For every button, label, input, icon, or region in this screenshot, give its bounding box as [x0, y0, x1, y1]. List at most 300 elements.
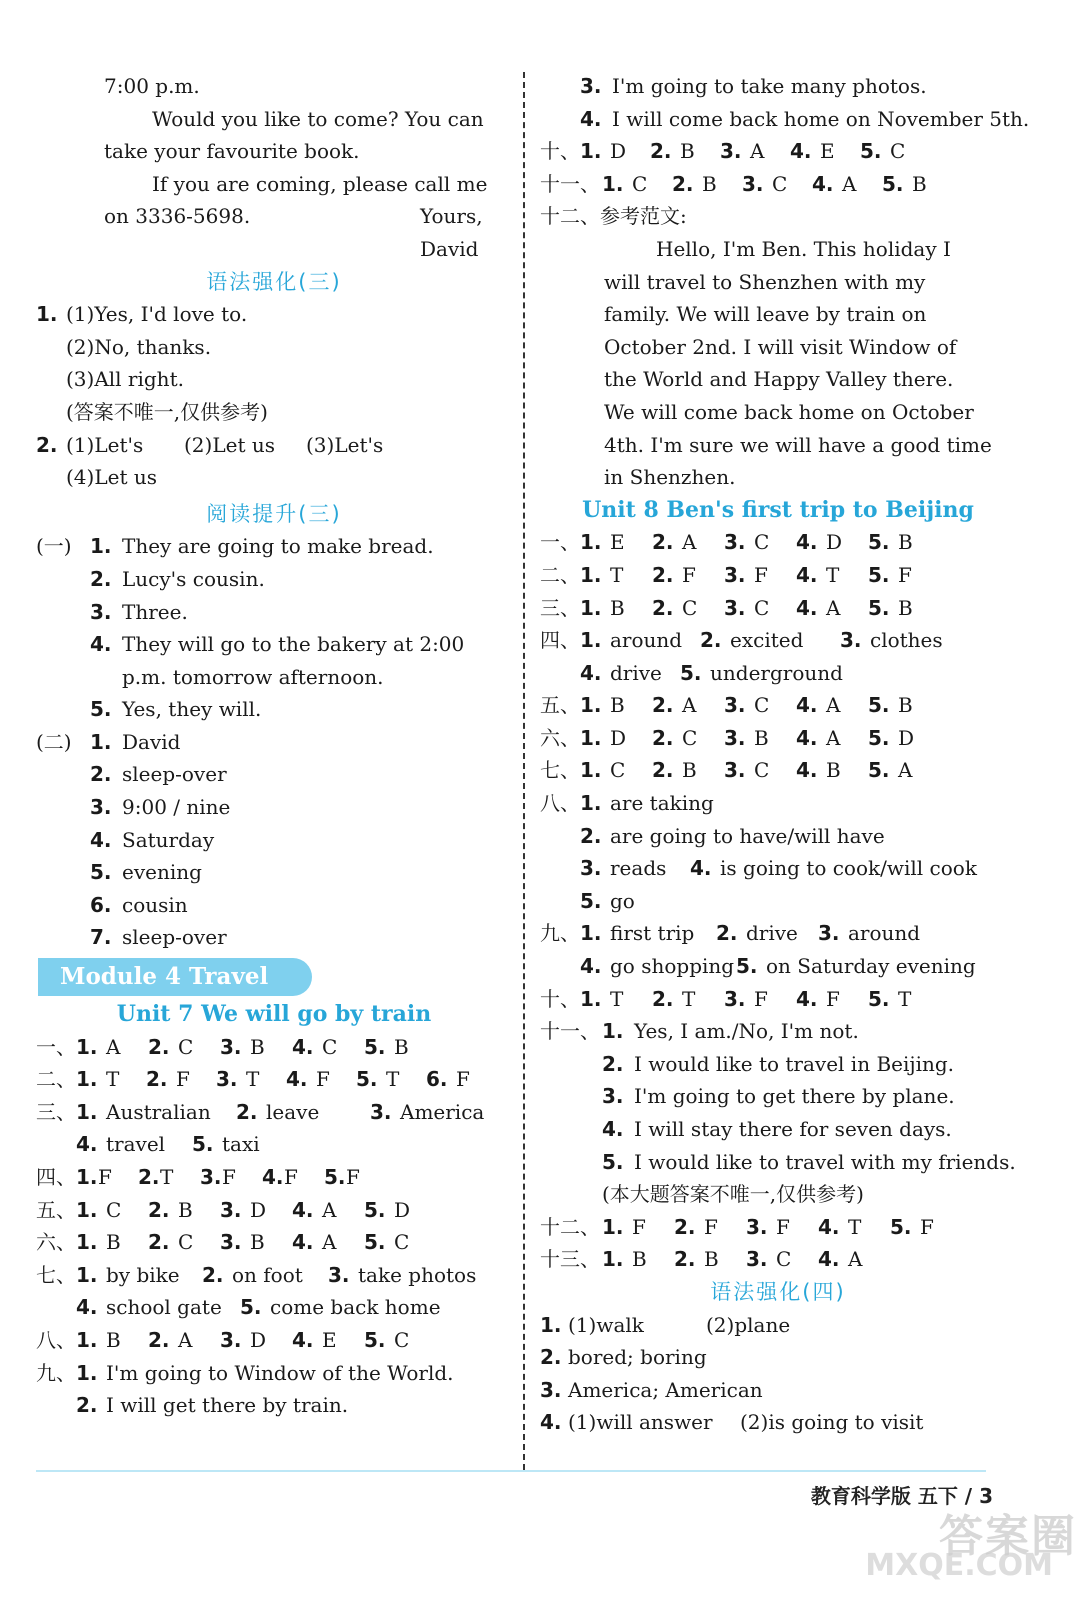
item-answer: C: [772, 171, 788, 196]
item-answer: B: [898, 693, 913, 718]
item-answer: I will get there by train.: [106, 1393, 349, 1418]
item-answer: A: [898, 758, 913, 783]
letter-line: on 3336-5698. Yours,: [104, 204, 483, 229]
item-answer: around: [610, 628, 683, 653]
item-answer: B: [106, 1230, 121, 1255]
item-number: 2.: [202, 1262, 224, 1287]
item-answer: C: [754, 693, 770, 718]
item-answer: C: [106, 1197, 122, 1222]
item-answer: T: [610, 562, 624, 587]
item-number: 3.: [724, 725, 746, 750]
question-label: 十二、: [540, 1214, 600, 1239]
question-label: 三、: [540, 595, 580, 620]
answer-line: 7. sleep-over: [90, 925, 227, 950]
item-number: 4.: [76, 1295, 98, 1320]
question-label: 三、: [36, 1099, 76, 1124]
item-number: 2.: [652, 693, 674, 718]
question-label: 一、: [36, 1034, 76, 1059]
item-answer: C: [890, 139, 906, 164]
item-number: 1.: [76, 1327, 98, 1352]
answer-row: [540, 852, 1016, 885]
item-answer: A: [322, 1197, 337, 1222]
answer-row: [540, 1211, 1016, 1244]
answer-row: [36, 1031, 512, 1064]
item-number: 1.: [602, 1214, 624, 1239]
item-answer: are taking: [610, 791, 714, 816]
answer-row: [36, 1324, 512, 1357]
item-answer: A: [826, 725, 841, 750]
item-answer: C: [394, 1230, 410, 1255]
answer-row: [540, 135, 1016, 168]
item-number: 2.: [652, 562, 674, 587]
item-number: 4.: [286, 1067, 308, 1092]
item-number: 2.: [652, 758, 674, 783]
item-number: 5.: [868, 725, 890, 750]
item-number: 3.: [328, 1262, 350, 1287]
item-answer: B: [912, 171, 927, 196]
answer-row: [36, 1096, 512, 1129]
answer-row: [540, 983, 1016, 1016]
item-number: 3.: [720, 139, 742, 164]
item-answer: F: [898, 562, 912, 587]
item-answer: B: [680, 139, 695, 164]
item-number: 2.: [76, 1393, 98, 1418]
item-answer: A: [178, 1327, 193, 1352]
item-number: 2.: [700, 628, 722, 653]
item-number: 4.: [580, 660, 602, 685]
answer-line: 1. (1)walk (2)plane: [540, 1312, 791, 1337]
question-label: 五、: [540, 693, 580, 718]
item-answer: C: [682, 595, 698, 620]
essay-line: 4th. I'm sure we will have a good time: [604, 432, 992, 457]
item-number: 2.: [674, 1247, 696, 1272]
item-answer: T: [106, 1067, 120, 1092]
question-label: 八、: [540, 791, 580, 816]
item-number: 5.: [192, 1132, 214, 1157]
item-answer: T: [826, 562, 840, 587]
item-number: 4.: [818, 1247, 840, 1272]
item-answer: America: [400, 1099, 485, 1124]
answer-line: 6. cousin: [90, 892, 188, 917]
item-answer: B: [250, 1230, 265, 1255]
item-answer: E: [322, 1327, 337, 1352]
question-label: 八、: [36, 1327, 76, 1352]
item-answer: on foot: [232, 1262, 303, 1287]
answer-line: 2. bored; boring: [540, 1345, 707, 1370]
publisher-label: 教育科学版 五下: [810, 1484, 958, 1508]
item-number: 5.: [868, 595, 890, 620]
item-answer: Australian: [106, 1099, 211, 1124]
essay-line: will travel to Shenzhen with my: [604, 269, 926, 294]
item-number: 5.: [868, 562, 890, 587]
question-label: 四、: [540, 628, 580, 653]
item-answer: underground: [710, 660, 843, 685]
column-divider: [523, 72, 525, 1470]
item-number: 3.: [724, 595, 746, 620]
watermark-url: MXQE.COM: [865, 1548, 1053, 1583]
answer-row: [540, 559, 1016, 592]
item-number: 3.: [746, 1247, 768, 1272]
answer-row: [540, 917, 1016, 950]
item-answer: excited: [730, 628, 804, 653]
item-number: 3.: [220, 1327, 242, 1352]
answer-row: [36, 1161, 512, 1194]
item-number: 1.: [580, 562, 602, 587]
item-answer: A: [682, 530, 697, 555]
question-label: 四、: [36, 1165, 76, 1189]
item-answer: B: [898, 595, 913, 620]
item-answer: F: [920, 1214, 934, 1239]
left-column: [36, 70, 512, 1422]
item-number: 5.: [364, 1034, 386, 1059]
item-answer: around: [848, 921, 921, 946]
answer-row: [540, 657, 1016, 690]
item-number: 4.: [76, 1132, 98, 1157]
item-answer: T: [386, 1067, 400, 1092]
item-answer: A: [842, 171, 857, 196]
item-answer: A: [682, 693, 697, 718]
answer-row: [36, 1226, 512, 1259]
answer-line: 3. I'm going to get there by plane.: [602, 1084, 955, 1109]
answer-note: (本大题答案不唯一,仅供参考): [602, 1182, 864, 1207]
item-number: 1.: [76, 1360, 98, 1385]
item-answer: C: [754, 595, 770, 620]
item-answer: T: [898, 986, 912, 1011]
item-number: 1.: [580, 595, 602, 620]
unit-8-title: Unit 8 Ben's first trip to Beijing: [582, 496, 974, 523]
item-number: 5.: [890, 1214, 912, 1239]
answer-line: p.m. tomorrow afternoon.: [122, 664, 384, 689]
item-number: 3.: [724, 758, 746, 783]
item-answer: B: [610, 595, 625, 620]
answer-line: (4)Let us: [66, 465, 157, 490]
item-answer: taxi: [222, 1132, 260, 1157]
letter-line: take your favourite book.: [104, 139, 360, 164]
item-number: 3.: [220, 1230, 242, 1255]
item-number: 4.: [790, 139, 812, 164]
item-number: 3.: [370, 1099, 392, 1124]
item-answer: B: [702, 171, 717, 196]
item-number: 5.: [868, 986, 890, 1011]
item-number: 1.: [76, 1067, 98, 1092]
letter-line: 7:00 p.m.: [104, 74, 200, 98]
answer-line: 3. Three.: [90, 599, 188, 624]
item-number: 1.: [76, 1165, 98, 1189]
item-number: 2.: [652, 725, 674, 750]
answer-line: 5. I would like to travel with my friends.: [602, 1149, 1016, 1174]
item-answer: D: [394, 1197, 411, 1222]
answer-line: 4. I will come back home on November 5th.: [580, 106, 1030, 131]
question-label: 十三、: [540, 1247, 600, 1272]
item-number: 4.: [292, 1034, 314, 1059]
item-answer: B: [826, 758, 841, 783]
item-answer: B: [754, 725, 769, 750]
item-number: 4.: [292, 1230, 314, 1255]
answer-row: [540, 592, 1016, 625]
letter-line: Would you like to come? You can: [152, 106, 484, 131]
item-answer: leave: [266, 1099, 320, 1124]
item-number: 1.: [602, 1247, 624, 1272]
item-number: 1.: [580, 791, 602, 816]
item-number: 1.: [580, 693, 602, 718]
answer-line: 2. I would like to travel in Beijing.: [602, 1051, 955, 1076]
item-answer: D: [250, 1327, 267, 1352]
question-label: 二、: [540, 562, 580, 587]
item-number: 5.: [860, 139, 882, 164]
item-answer: T: [610, 986, 624, 1011]
answer-row: [540, 689, 1016, 722]
item-answer: F: [632, 1214, 646, 1239]
item-answer: F: [98, 1165, 112, 1189]
item-number: 3.: [742, 171, 764, 196]
item-number: 5.: [680, 660, 702, 685]
item-answer: go shopping: [610, 954, 735, 979]
item-answer: first trip: [610, 921, 695, 946]
item-answer: T: [246, 1067, 260, 1092]
question-label: 一、: [540, 530, 580, 555]
item-number: 5.: [364, 1327, 386, 1352]
right-column: [540, 70, 1030, 1439]
item-number: 1.: [580, 139, 602, 164]
item-number: 3.: [580, 856, 602, 881]
item-number: 3.: [216, 1067, 238, 1092]
question-label: 六、: [36, 1230, 76, 1255]
item-answer: come back home: [270, 1295, 441, 1320]
item-answer: is going to cook/will cook: [720, 856, 977, 881]
item-answer: C: [632, 171, 648, 196]
item-answer: A: [826, 693, 841, 718]
item-answer: D: [250, 1197, 267, 1222]
answer-line: 5. evening: [90, 860, 202, 885]
answer-row: [540, 526, 1016, 559]
item-number: 2.: [148, 1327, 170, 1352]
item-number: 2.: [652, 530, 674, 555]
essay-line: family. We will leave by train on: [604, 302, 927, 327]
item-number: 4.: [796, 595, 818, 620]
item-answer: C: [754, 758, 770, 783]
item-number: 5.: [240, 1295, 262, 1320]
answer-row: [36, 1259, 512, 1292]
answer-row: [36, 1389, 512, 1422]
unit-7-title: Unit 7 We will go by train: [116, 1001, 432, 1028]
item-answer: C: [178, 1034, 194, 1059]
item-answer: B: [178, 1197, 193, 1222]
item-number: 4.: [690, 856, 712, 881]
item-number: 4.: [262, 1165, 284, 1189]
question-label: 七、: [540, 758, 580, 783]
item-answer: A: [106, 1034, 121, 1059]
item-answer: D: [610, 139, 627, 164]
item-number: 1.: [76, 1262, 98, 1287]
section-title-grammar-4: 语法强化(四): [710, 1279, 846, 1304]
item-answer: C: [610, 758, 626, 783]
item-answer: C: [776, 1247, 792, 1272]
answer-row: [540, 754, 1016, 787]
item-number: 3.: [840, 628, 862, 653]
item-answer: B: [394, 1034, 409, 1059]
item-answer: D: [826, 530, 843, 555]
item-answer: go: [610, 888, 635, 913]
item-answer: drive: [746, 921, 798, 946]
item-number: 4.: [812, 171, 834, 196]
item-answer: A: [826, 595, 841, 620]
answer-row: [36, 1194, 512, 1227]
item-number: 4.: [796, 530, 818, 555]
item-number: 5.: [356, 1067, 378, 1092]
item-number: 2.: [138, 1165, 160, 1189]
item-number: 6.: [426, 1067, 448, 1092]
item-number: 2.: [652, 986, 674, 1011]
item-number: 1.: [76, 1099, 98, 1124]
item-number: 5.: [868, 530, 890, 555]
item-answer: T: [160, 1165, 174, 1189]
item-number: 2.: [148, 1197, 170, 1222]
item-answer: by bike: [106, 1262, 180, 1287]
essay-line: October 2nd. I will visit Window of: [604, 334, 957, 359]
question-label: 二、: [36, 1067, 76, 1092]
question-label: 十一、: [540, 171, 600, 196]
item-number: 4.: [796, 758, 818, 783]
item-number: 3.: [724, 562, 746, 587]
answer-line: 2. (1)Let's (2)Let us (3)Let's: [36, 432, 384, 457]
answer-row: [36, 1357, 512, 1390]
item-answer: E: [610, 530, 625, 555]
item-answer: are going to have/will have: [610, 823, 885, 848]
answer-row: [540, 624, 1016, 657]
question-label: 六、: [540, 725, 580, 750]
answer-line: 4. They will go to the bakery at 2:00: [90, 632, 465, 657]
answer-line: 2. Lucy's cousin.: [90, 566, 265, 591]
section-title-reading-3: 阅读提升(三): [206, 501, 342, 526]
item-number: 4.: [796, 693, 818, 718]
answer-line: 5. Yes, they will.: [90, 697, 262, 722]
item-number: 2.: [650, 139, 672, 164]
item-answer: school gate: [106, 1295, 222, 1320]
item-number: 4.: [818, 1214, 840, 1239]
item-answer: F: [682, 562, 696, 587]
item-number: 3.: [818, 921, 840, 946]
item-answer: A: [322, 1230, 337, 1255]
item-number: 4.: [292, 1327, 314, 1352]
answer-row: [36, 1128, 512, 1161]
item-answer: reads: [610, 856, 667, 881]
item-answer: F: [316, 1067, 330, 1092]
essay-line: the World and Happy Valley there.: [604, 367, 954, 392]
item-number: 5.: [324, 1165, 346, 1189]
essay-line: Hello, I'm Ben. This holiday I: [656, 236, 951, 261]
item-number: 1.: [580, 628, 602, 653]
item-answer: B: [704, 1247, 719, 1272]
question-label: 九、: [540, 921, 580, 946]
answer-row: [540, 820, 1016, 853]
question-label: 十、: [540, 139, 580, 164]
item-number: 2.: [652, 595, 674, 620]
section-title-grammar-3: 语法强化(三): [206, 269, 342, 294]
item-answer: drive: [610, 660, 662, 685]
watermark-logo: 答案圈: [939, 1511, 1077, 1562]
question-label: 十、: [540, 986, 580, 1011]
item-number: 2.: [674, 1214, 696, 1239]
item-answer: F: [176, 1067, 190, 1092]
module-banner-label: Module 4 Travel: [38, 958, 312, 996]
essay-line: in Shenzhen.: [604, 465, 736, 490]
answer-line: 十二、参考范文:: [540, 204, 687, 229]
answer-line: 3. America; American: [540, 1377, 763, 1402]
item-answer: F: [754, 562, 768, 587]
answer-line: 2. sleep-over: [90, 762, 227, 787]
item-answer: F: [284, 1165, 298, 1189]
item-number: 1.: [76, 1230, 98, 1255]
item-number: 1.: [602, 171, 624, 196]
item-number: 1.: [76, 1034, 98, 1059]
item-answer: F: [456, 1067, 470, 1092]
item-number: 1.: [580, 921, 602, 946]
answer-line: 3. 9:00 / nine: [90, 795, 231, 820]
item-number: 4.: [292, 1197, 314, 1222]
item-number: 3.: [220, 1197, 242, 1222]
answer-line: 1. (1)Yes, I'd love to.: [36, 302, 248, 327]
item-number: 3.: [220, 1034, 242, 1059]
item-number: 2.: [236, 1099, 258, 1124]
answer-row: [540, 787, 1016, 820]
answer-row: [540, 168, 1016, 201]
item-number: 4.: [580, 954, 602, 979]
item-answer: B: [106, 1327, 121, 1352]
item-number: 2.: [146, 1067, 168, 1092]
answer-note: (答案不唯一,仅供参考): [66, 399, 268, 424]
item-number: 1.: [580, 986, 602, 1011]
item-number: 5.: [364, 1197, 386, 1222]
item-answer: C: [322, 1034, 338, 1059]
item-number: 1.: [580, 530, 602, 555]
item-answer: F: [704, 1214, 718, 1239]
item-answer: F: [222, 1165, 236, 1189]
answer-row: [36, 1063, 512, 1096]
item-number: 5.: [868, 758, 890, 783]
item-answer: B: [250, 1034, 265, 1059]
item-answer: I'm going to Window of the World.: [106, 1360, 454, 1385]
answer-row: [540, 950, 1016, 983]
answer-line: 4. Saturday: [90, 827, 215, 852]
item-number: 1.: [76, 1197, 98, 1222]
footer-separator: /: [964, 1484, 973, 1508]
answer-row: [540, 1243, 1016, 1276]
item-answer: D: [610, 725, 627, 750]
item-number: 3.: [724, 986, 746, 1011]
answer-line: 十一、 1. Yes, I am./No, I'm not.: [540, 1019, 859, 1044]
question-label: 七、: [36, 1262, 76, 1287]
item-number: 4.: [796, 562, 818, 587]
item-answer: T: [848, 1214, 862, 1239]
item-number: 5.: [736, 954, 758, 979]
footer-rule: [36, 1470, 986, 1472]
answer-line: (2)No, thanks.: [66, 334, 212, 359]
letter-line: David: [420, 236, 479, 261]
item-number: 3.: [724, 693, 746, 718]
item-answer: C: [178, 1230, 194, 1255]
item-number: 3.: [746, 1214, 768, 1239]
item-number: 3.: [200, 1165, 222, 1189]
item-number: 1.: [580, 758, 602, 783]
item-answer: F: [776, 1214, 790, 1239]
item-answer: F: [346, 1165, 360, 1189]
item-number: 5.: [882, 171, 904, 196]
item-answer: on Saturday evening: [766, 954, 976, 979]
item-answer: travel: [106, 1132, 166, 1157]
page-number: 3: [979, 1484, 993, 1508]
letter-line: If you are coming, please call me: [152, 171, 488, 196]
item-answer: clothes: [870, 628, 943, 653]
